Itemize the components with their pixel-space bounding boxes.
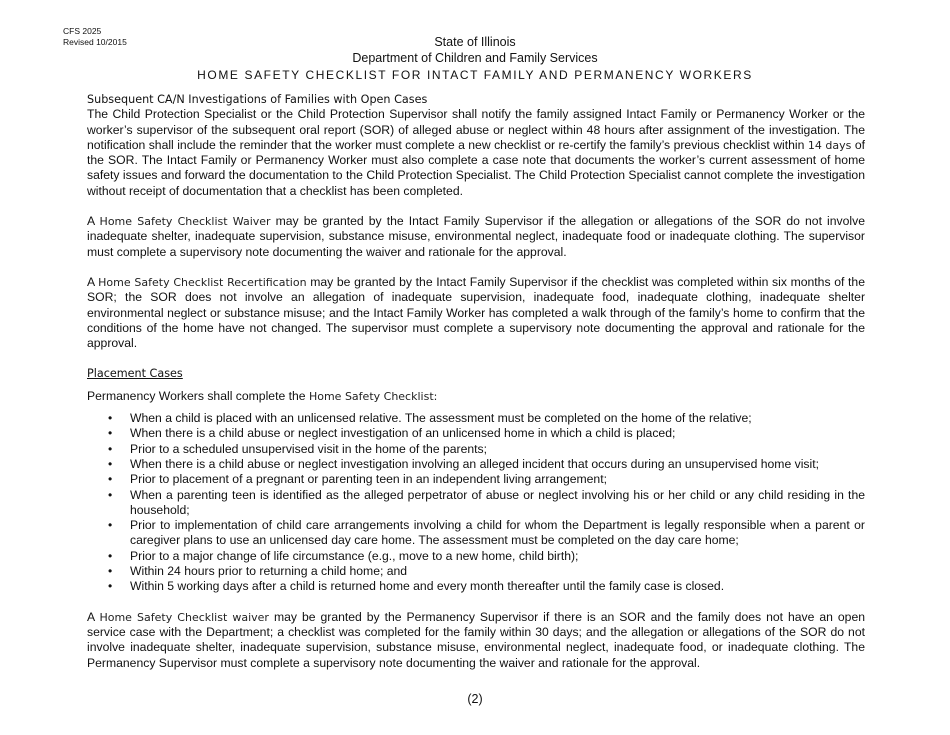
paragraph-text: may be granted by the Permanency Supervisor if there is an SOR and the family does not have an open service case with the Department; a checklist was completed for the family within 30 days; and the allegation or allegations of the SOR do not involve inadequate shelter, inadequate supervision, substance misuse, environmental neglect, inadequate food, or inadequate clothing. The Permanency Supervisor must complete a supervisory note documenting the waiver and rationale for the approval.: [87, 609, 866, 670]
form-number: CFS 2025: [63, 26, 102, 36]
term-home-safety-checklist-waiver: Home Safety Checklist waiver: [99, 610, 269, 624]
list-item: • When a child is placed with an unlicensed relative. The assessment must be completed on the home of the relative;: [130, 411, 865, 426]
document-body: [87, 92, 865, 671]
paragraph-placement-waiver: [87, 610, 865, 671]
list-item: • Within 5 working days after a child is returned home and every month thereafter until the family case is closed.: [130, 579, 865, 594]
list-item: • Within 24 hours prior to returning a child home; and: [130, 564, 865, 579]
paragraph-text: Permanency Workers shall complete the: [87, 388, 306, 403]
paragraph-placement-intro: [87, 389, 865, 404]
term-home-safety-checklist: Home Safety Checklist:: [308, 389, 438, 403]
paragraph-text: may be granted by the Intact Family Supervisor if the allegation or allegations of the SOR do not involve inadequate shelter, inadequate supervision, substance misuse, environmental neglect, inadequate food or inadequate clothing. The supervisor must complete a supervisory note documenting the waiver and rationale for the approval.: [87, 214, 865, 259]
form-revision-date: Revised 10/2015: [63, 37, 127, 47]
paragraph-text: A: [87, 214, 95, 229]
list-item: • Prior to placement of a pregnant or parenting teen in an independent living arrangement;: [130, 472, 865, 487]
document-title: HOME SAFETY CHECKLIST FOR INTACT FAMILY AND PERMANENCY WORKERS: [197, 68, 753, 82]
agency-state: State of Illinois: [434, 35, 516, 49]
paragraph-text: A: [87, 274, 95, 289]
paragraph-recertification: [87, 275, 865, 351]
list-item: • Prior to a scheduled unsupervised visit in the home of the parents;: [130, 442, 865, 457]
term-home-safety-checklist-waiver: Home Safety Checklist Waiver: [99, 215, 271, 229]
paragraph-text: may be granted by the Intact Family Supervisor if the checklist was completed within six months of the SOR; the SOR does not involve an allegation of inadequate supervision, inadequate food, inadequate clothing, inadequate shelter environmental neglect or substance misuse; and the Intact Family Worker has completed a walk through of the family’s home to confirm that the conditions of the home have not changed. The supervisor must complete a supervisory note documenting the approval and rationale for the approval.: [87, 274, 865, 351]
agency-department: Department of Children and Family Services: [352, 51, 598, 65]
paragraph-text: A: [87, 609, 95, 624]
paragraph-text: of the SOR. The Intact Family or Permanency Worker must also complete a case note that documents the worker’s current assessment of home safety issues and forward the documentation to the Child Protection Specialist. The Child Protection Specialist cannot complete the investigation without receipt of documentation that a checklist has been completed.: [87, 137, 866, 198]
term-home-safety-checklist-recertification: Home Safety Checklist Recertification: [98, 275, 307, 289]
list-item: • Prior to a major change of life circumstance (e.g., move to a new home, child birth);: [130, 549, 865, 564]
term-14-days: 14 days: [807, 138, 852, 152]
list-item: • When there is a child abuse or neglect investigation of an unlicensed home in which a child is placed;: [130, 426, 865, 441]
paragraph-text: The Child Protection Specialist or the Child Protection Supervisor shall notify the family assigned Intact Family or Permanency Worker or the worker’s supervisor of the subsequent oral report (SOR) of alleged abuse or neglect within 48 hours after assignment of the investigation. The notification shall include the reminder that the worker must complete a new checklist or re-certify the family’s previous checklist within: [87, 107, 865, 152]
paragraph-notification: [87, 107, 865, 199]
document-header: [0, 34, 950, 83]
section-heading-subsequent-investigations: Subsequent CA/N Investigations of Families with Open Cases: [87, 93, 428, 106]
list-item: • When there is a child abuse or neglect investigation involving an alleged incident that occurs during an unsupervised home visit;: [130, 457, 865, 472]
page-number: (2): [467, 692, 483, 706]
list-item: • When a parenting teen is identified as the alleged perpetrator of abuse or neglect involving his or her child or any child residing in the household;: [130, 488, 865, 519]
section-heading-placement-cases: Placement Cases: [87, 367, 183, 381]
paragraph-waiver: [87, 214, 865, 260]
placement-requirements-list: [87, 411, 865, 595]
list-item: • Prior to implementation of child care arrangements involving a child for whom the Department is legally responsible when a parent or caregiver plans to use an unlicensed day care home. The assessment must be completed on the day care home;: [130, 518, 865, 549]
